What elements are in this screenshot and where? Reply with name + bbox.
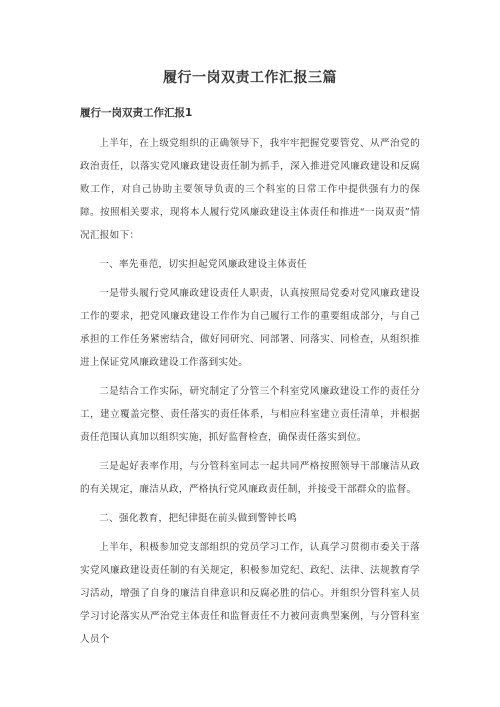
section-heading: 履行一岗双责工作汇报1: [80, 107, 193, 119]
paragraph-point-three: 三是起好表率作用，与分管科室同志一起共同严格按照领导干部廉洁从政的有关规定，廉洁从政，严格执行党风廉政责任制，并接受干部群众的监督。: [80, 461, 420, 495]
subheading-two: 二、强化教育，把纪律挺在前头做到警钟长鸣: [99, 513, 298, 524]
paragraph-point-two: 二是结合工作实际，研究制定了分管三个科室党风廉政建设工作的责任分工，建立覆盖完整、责任落实的责任体系，与相应科室建立责任清单，并根据责任范围认真加以组织实施，抓好监督检查，确保责任落实到位。: [80, 386, 420, 443]
subheading-one: 一、率先垂范，切实担起党风廉政建设主体责任: [99, 259, 307, 270]
document-title: 履行一岗双责工作汇报三篇: [163, 70, 337, 86]
paragraph-intro: 上半年，在上级党组织的正确领导下，我牢牢把握党要管党、从严治党的政治责任，以落实党风廉政建设责任制为抓手，深入推进党风廉政建设和反腐败工作，对自己协助主要领导负责的三个科室的日常工作中提供强有力的保障。按照相关要求，现将本人履行党风廉政建设主体责任和推进“一岗双责”情况汇报如下：: [80, 138, 420, 241]
paragraph-education: 上半年，积极参加党支部组织的党员学习工作，认真学习贯彻市委关于落实党风廉政建设责任制的有关规定，积极参加党纪、政纪、法律、法规教育学习活动，增强了自身的廉洁自律意识和反腐必胜的信心。并组织分管科室人员学习讨论落实从严治党主体责任和监督责任不力被问责典型案例，与分管科室人员个: [80, 542, 420, 645]
paragraph-point-one: 一是带头履行党风廉政建设责任人职责，认真按照局党委对党风廉政建设工作的要求，把党风廉政建设工作作为自己履行工作的重要组成部分，与自己承担的工作任务紧密结合，做好同研究、同部署、同落实、同检查，从组织推进上保证党风廉政建设工作落到实处。: [80, 288, 420, 368]
